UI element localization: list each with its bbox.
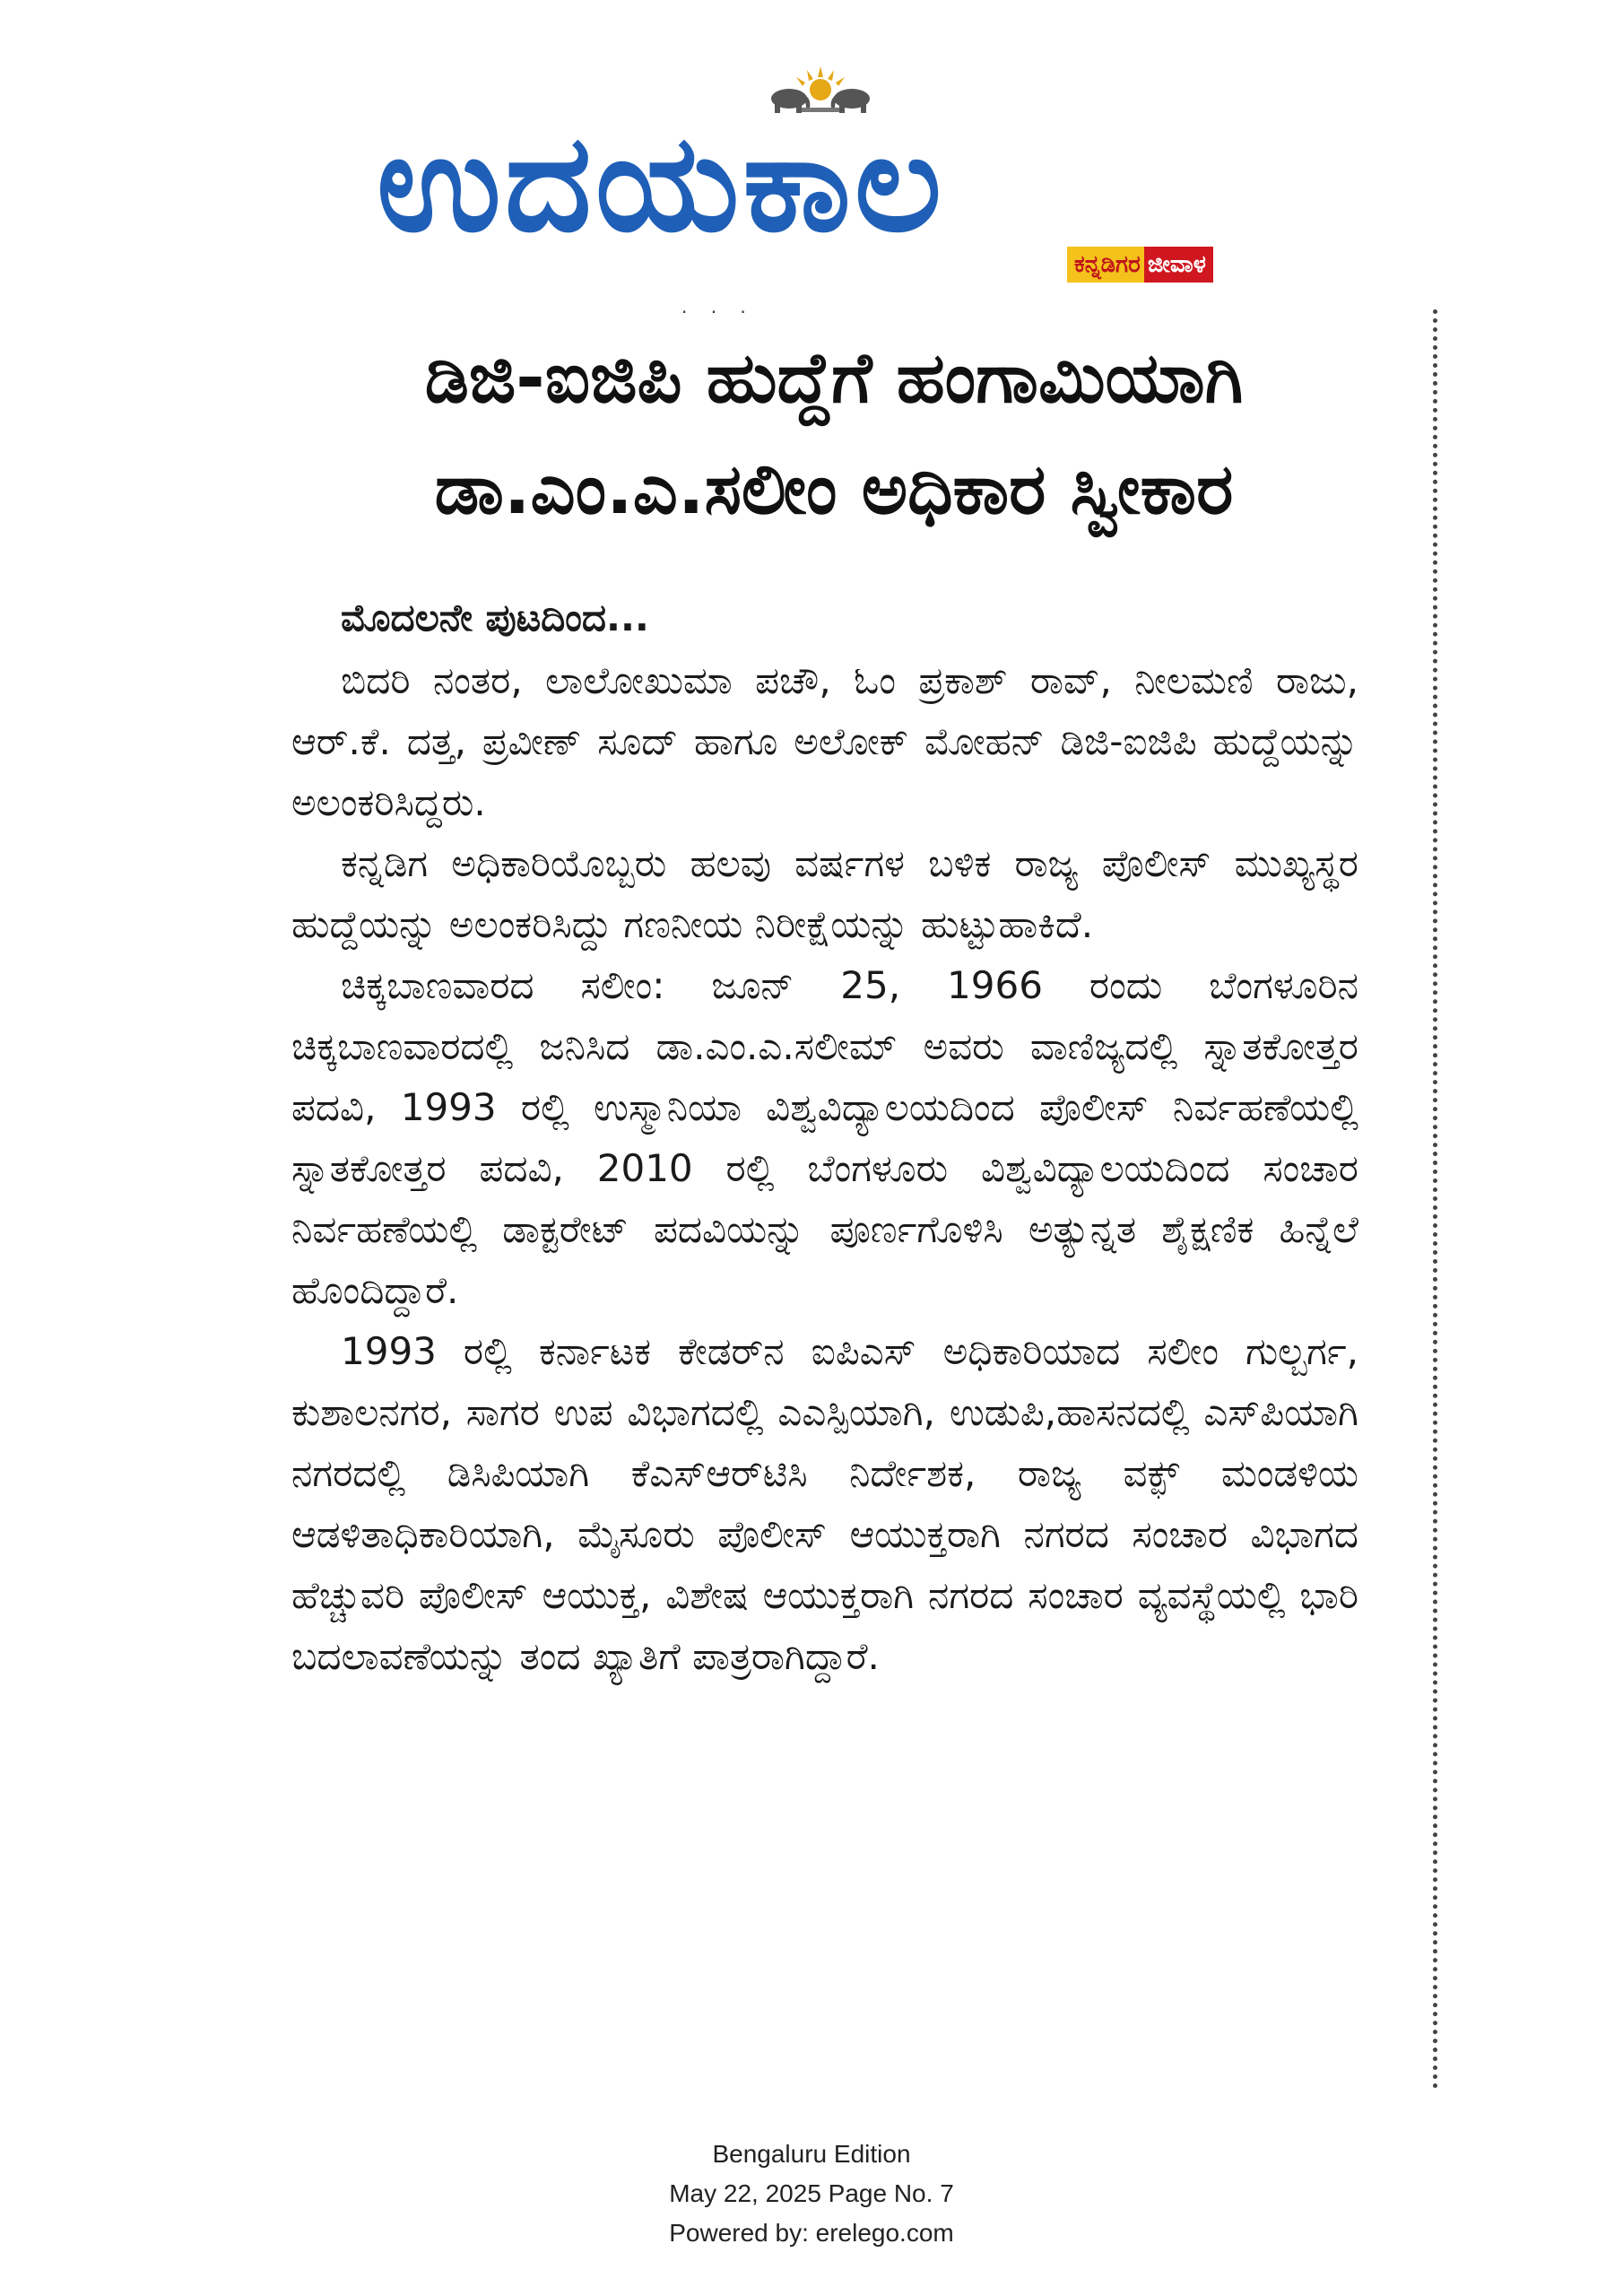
newspaper-logo: ಉದಯಕಾಲ [377, 106, 946, 262]
footer [0, 2135, 1623, 2253]
dotted-column-rule [1433, 309, 1437, 2090]
article-body [291, 587, 1358, 1687]
dot-separator: · · · [681, 301, 755, 323]
tagline-badge [1067, 247, 1213, 283]
date-page-label: May 22, 2025 Page No. 7 [669, 2179, 954, 2207]
article-paragraph: ಬಿದರಿ ನಂತರ, ಲಾಲೋಖುಮಾ ಪಚೌ, ಓಂ ಪ್ರಕಾಶ್ ರಾವ್, ನೀಲಮಣಿ ರಾಜು, ಆರ್.ಕೆ. ದತ್ತ, ಪ್ರವೀಣ್ ಸೂದ್ ಹಾಗೂ ಅಲೋಕ್ ಮೋಹನ್ ಡಿಜಿ-ಐಜಿಪಿ ಹುದ್ದೆಯನ್ನು ಅಲಂಕರಿಸಿದ್ದರು. [291, 658, 1358, 824]
continued-label: ಮೊದಲನೇ ಪುಟದಿಂದ... [341, 596, 649, 639]
powered-by-label: Powered by: erelego.com [669, 2219, 954, 2247]
article-paragraph: 1993 ರಲ್ಲಿ ಕರ್ನಾಟಕ ಕೇಡರ್‌ನ ಐಪಿಎಸ್ ಅಧಿಕಾರಿಯಾದ ಸಲೀಂ ಗುಲ್ಬರ್ಗ, ಕುಶಾಲನಗರ, ಸಾಗರ ಉಪ ವಿಭಾಗದಲ್ಲಿ ಎಎಸ್ಪಿಯಾಗಿ, ಉಡುಪಿ,ಹಾಸನದಲ್ಲಿ ಎಸ್‌ಪಿಯಾಗಿ ನಗರದಲ್ಲಿ ಡಿಸಿಪಿಯಾಗಿ ಕೆಎಸ್‌ಆರ್‌ಟಿಸಿ ನಿರ್ದೇಶಕ, ರಾಜ್ಯ ವಕ್ಫ್ ಮಂಡಳಿಯ ಆಡಳಿತಾಧಿಕಾರಿಯಾಗಿ, ಮೈಸೂರು ಪೊಲೀಸ್ ಆಯುಕ್ತರಾಗಿ ನಗರದ ಸಂಚಾರ ವಿಭಾಗದ ಹೆಚ್ಚುವರಿ ಪೊಲೀಸ್ ಆಯುಕ್ತ, ವಿಶೇಷ ಆಯುಕ್ತರಾಗಿ ನಗರದ ಸಂಚಾರ ವ್ಯವಸ್ಥೆಯಲ್ಲಿ ಭಾರಿ ಬದಲಾವಣೆಯನ್ನು ತಂದ ಖ್ಯಾತಿಗೆ ಪಾತ್ರರಾಗಿದ್ದಾರೆ. [291, 1329, 1358, 1678]
headline-line-1: ಡಿಜಿ-ಐಜಿಪಿ ಹುದ್ದೆಗೆ ಹಂಗಾಮಿಯಾಗಿ [424, 338, 1244, 419]
tagline-part1: ಕನ್ನಡಿಗರ [1067, 247, 1144, 283]
article-paragraph: ಚಿಕ್ಕಬಾಣವಾರದ ಸಲೀಂ: ಜೂನ್ 25, 1966 ರಂದು ಬೆಂಗಳೂರಿನ ಚಿಕ್ಕಬಾಣವಾರದಲ್ಲಿ ಜನಿಸಿದ ಡಾ.ಎಂ.ಎ.ಸಲೀಮ್ ಅವರು ವಾಣಿಜ್ಯದಲ್ಲಿ ಸ್ನಾತಕೋತ್ತರ ಪದವಿ, 1993 ರಲ್ಲಿ ಉಸ್ಮಾನಿಯಾ ವಿಶ್ವವಿದ್ಯಾಲಯದಿಂದ ಪೊಲೀಸ್ ನಿರ್ವಹಣೆಯಲ್ಲಿ ಸ್ನಾತಕೋತ್ತರ ಪದವಿ, 2010 ರಲ್ಲಿ ಬೆಂಗಳೂರು ವಿಶ್ವವಿದ್ಯಾಲಯದಿಂದ ಸಂಚಾರ ನಿರ್ವಹಣೆಯಲ್ಲಿ ಡಾಕ್ಟರೇಟ್ ಪದವಿಯನ್ನು ಪೂರ್ಣಗೊಳಿಸಿ ಅತ್ಯುನ್ನತ ಶೈಕ್ಷಣಿಕ ಹಿನ್ನೆಲೆ ಹೊಂದಿದ್ದಾರೆ. [291, 963, 1358, 1312]
edition-label: Bengaluru Edition [712, 2140, 911, 2168]
tagline-part2: ಜೀವಾಳ [1144, 247, 1213, 283]
article-paragraph: ಕನ್ನಡಿಗ ಅಧಿಕಾರಿಯೊಬ್ಬರು ಹಲವು ವರ್ಷಗಳ ಬಳಿಕ ರಾಜ್ಯ ಪೊಲೀಸ್ ಮುಖ್ಯಸ್ಥರ ಹುದ್ದೆಯನ್ನು ಅಲಂಕರಿಸಿದ್ದು ಗಣನೀಯ ನಿರೀಕ್ಷೆಯನ್ನು ಹುಟ್ಟುಹಾಕಿದೆ. [291, 841, 1358, 946]
headline-line-2: ಡಾ.ಎಂ.ಎ.ಸಲೀಂ ಅಧಿಕಾರ ಸ್ವೀಕಾರ [434, 449, 1234, 530]
masthead [377, 63, 1282, 296]
headline [269, 323, 1399, 545]
